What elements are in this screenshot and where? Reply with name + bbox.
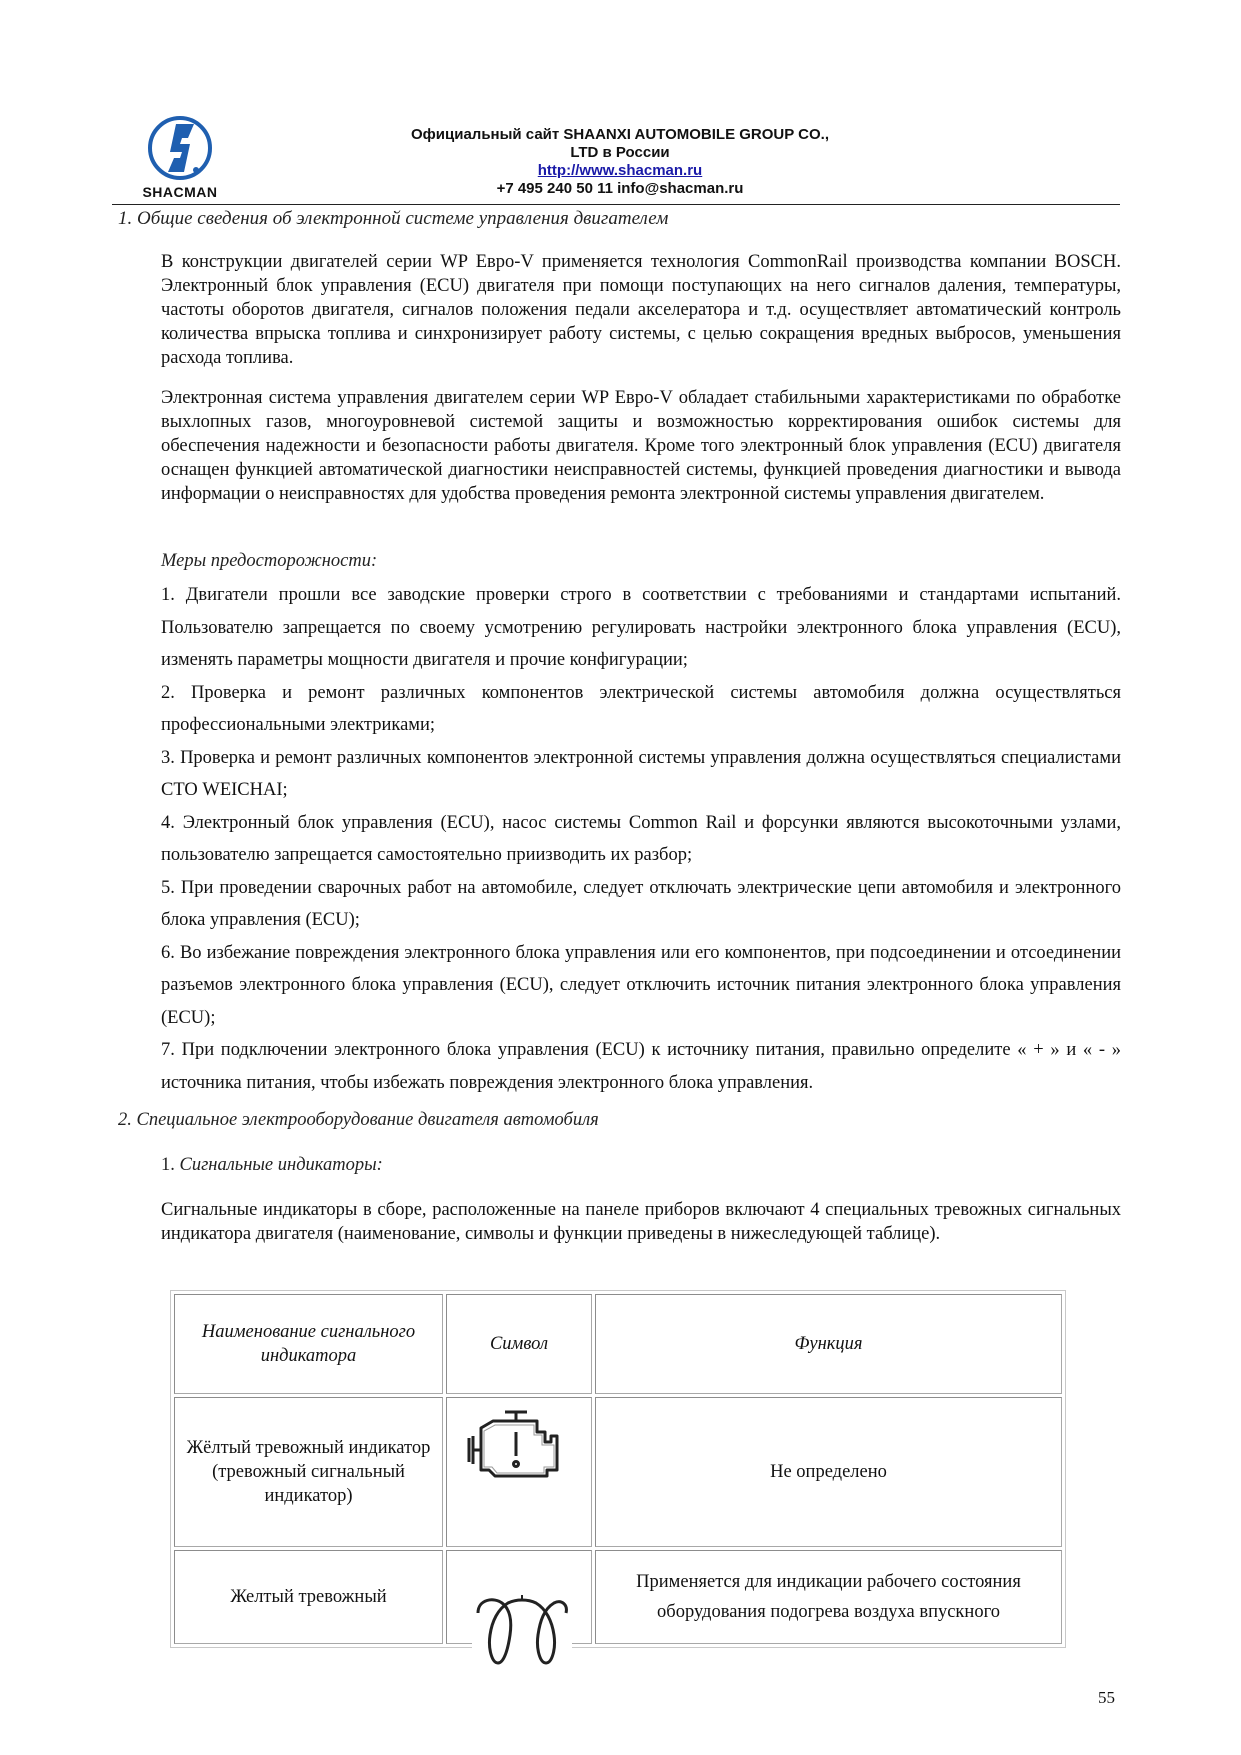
- precaution-item: 3. Проверка и ремонт различных компонентов электронной системы управления должна осуществляться специалистами СТО WEICHAI;: [161, 747, 1121, 800]
- table-row: [174, 1550, 1062, 1644]
- header-symbol: Символ: [446, 1294, 592, 1394]
- shacman-logo-icon: [146, 114, 214, 182]
- indicator-name-cell: [174, 1397, 443, 1547]
- table-header-row: [174, 1294, 1062, 1394]
- precaution-item: 5. При проведении сварочных работ на автомобиле, следует отключать электрические цепи автомобиля и электронного блока управления (ECU);: [161, 877, 1121, 930]
- precaution-item: 4. Электронный блок управления (ECU), насос системы Common Rail и форсунки являются высокоточными узлами, пользователю запрещается самостоятельно приизводить их разбор;: [161, 812, 1121, 865]
- section-2-title: 2. Специальное электрооборудование двигателя автомобиля: [118, 1110, 599, 1130]
- header-name: Наименование сигнального индикатора: [174, 1294, 443, 1394]
- indicator-name: Желтый тревожный: [174, 1550, 443, 1644]
- subsection-label: Сигнальные индикаторы:: [179, 1155, 383, 1175]
- indicators-table: [170, 1290, 1066, 1648]
- indicator-function: Не определено: [595, 1397, 1062, 1547]
- section-1-paragraph-2: Электронная система управления двигателем серии WP Евро-V обладает стабильными характеристиками по обработке выхлопных газов, многоуровневой системой защиты и возможностью корректирования ошибок системы для обеспечения надежности и безопасности работы двигателя. Кроме того электронный блок управления (ECU) двигателя оснащен функцией автоматической диагностики неисправностей системы, функцией проведения диагностики и вывода информации о неисправностях для удобства проведения ремонта электронной системы управления двигателем.: [161, 388, 1121, 504]
- header-function: Функция: [595, 1294, 1062, 1394]
- indicator-symbol-cell: [446, 1550, 592, 1644]
- header-company: Официальный сайт SHAANXI AUTOMOBILE GROUP CO.,: [411, 126, 829, 143]
- indicator-name-note: (тревожный сигнальный индикатор): [212, 1462, 405, 1506]
- logo-text: SHACMAN: [142, 184, 218, 200]
- precaution-item: 7. При подключении электронного блока управления (ECU) к источнику питания, правильно определите « + » и « - » источника питания, чтобы избежать повреждения электронного блока управления.: [161, 1040, 1121, 1093]
- section-2-intro: Сигнальные индикаторы в сборе, расположенные на панеле приборов включают 4 специальных тревожных сигнальных индикатора двигателя (наименование, символы и функции приведены в нижеследующей таблице).: [161, 1200, 1121, 1244]
- page-number: 55: [1098, 1688, 1115, 1707]
- precaution-item: 2. Проверка и ремонт различных компонентов электрической системы автомобиля должна осуществляться профессиональными электриками;: [161, 682, 1121, 735]
- header-info: [380, 126, 860, 198]
- indicator-name: Жёлтый тревожный индикатор: [186, 1438, 431, 1458]
- section-1-title: 1. Общие сведения об электронной системе управления двигателем: [118, 208, 669, 229]
- header-divider: [112, 204, 1120, 205]
- header-country: LTD в России: [570, 144, 670, 161]
- subsection-title: [161, 1155, 383, 1176]
- header-contacts: +7 495 240 50 11 info@shacman.ru: [496, 180, 744, 197]
- table-row: [174, 1397, 1062, 1547]
- subsection-number: 1.: [161, 1155, 180, 1175]
- precaution-item: 6. Во избежание повреждения электронного блока управления или его компонентов, при подсоединении и отсоединении разъемов электронного блока управления (ECU), следует отключить источник питания электронного блока управления (ECU);: [161, 942, 1121, 1028]
- precaution-item: 1. Двигатели прошли все заводские проверки строго в соответствии с требованиями и стандартами испытаний. Пользователю запрещается по своему усмотрению регулировать настройки электронного блока управления (ECU), изменять параметры мощности двигателя и прочие конфигурации;: [161, 585, 1121, 670]
- precautions-label: Меры предосторожности:: [161, 551, 378, 571]
- intake-heater-icon: [472, 1591, 572, 1671]
- shacman-logo: [130, 112, 230, 202]
- engine-check-icon: [465, 1408, 565, 1486]
- indicator-symbol-cell: [446, 1397, 592, 1547]
- precautions-list: [161, 579, 1121, 1099]
- header-website-link[interactable]: http://www.shacman.ru: [537, 162, 703, 179]
- indicator-function: Применяется для индикации рабочего состояния оборудования подогрева воздуха впускного: [595, 1550, 1062, 1644]
- section-1-paragraph-1: В конструкции двигателей серии WP Евро-V применяется технология CommonRail производства компании BOSCH. Электронный блок управления (ECU) двигателя при помощи поступающих на него сигналов даления, температуры, частоты оборотов двигателя, сигналов положения педали акселератора и т.д. осуществляет автоматический контроль количества впрыска топлива и синхронизирует работу системы, с целью сокращения вредных выбросов, уменьшения расхода топлива.: [161, 252, 1121, 368]
